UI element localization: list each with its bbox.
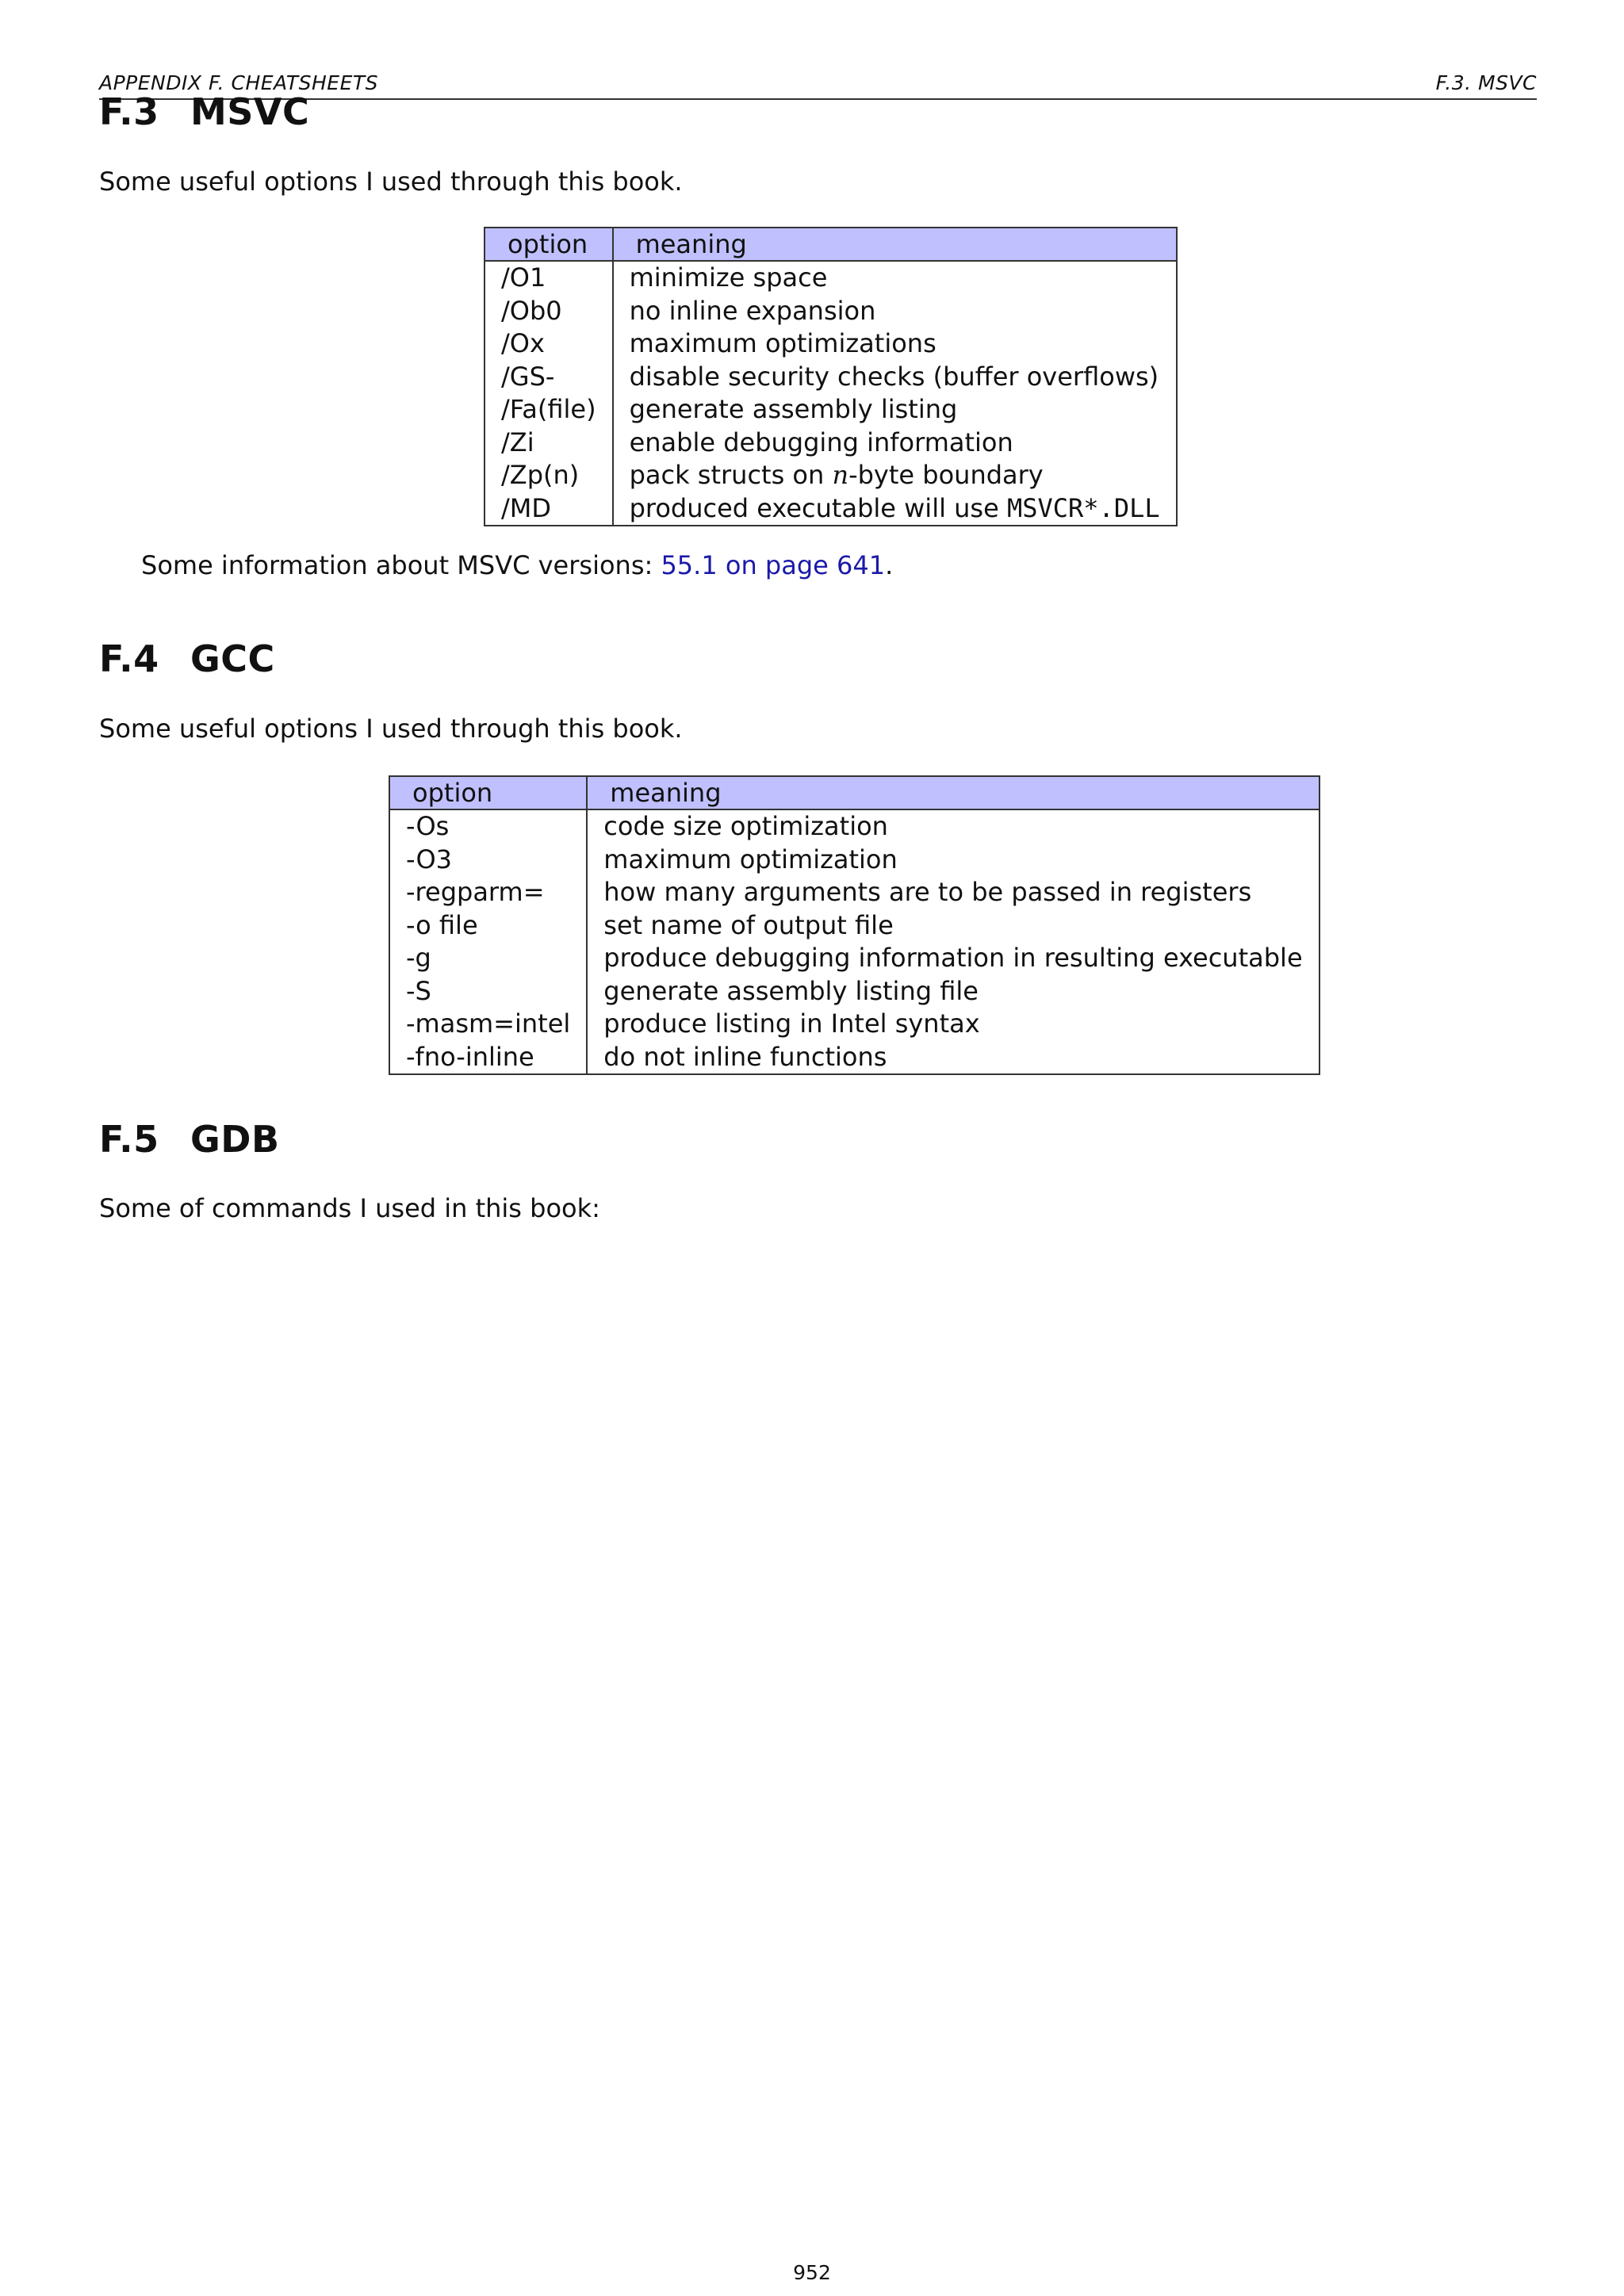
meaning-cell — [613, 459, 1177, 492]
meaning-cell: do not inline functions — [603, 1041, 887, 1072]
table-row — [389, 876, 1320, 909]
msvc-intro: Some useful options I used through this book. — [99, 166, 683, 197]
section-title: MSVC — [190, 90, 310, 133]
section-title: GDB — [190, 1118, 280, 1161]
gdb-intro: Some of commands I used in this book: — [99, 1193, 600, 1223]
meaning-cell: no inline expansion — [629, 295, 876, 326]
meaning-cell: set name of output file — [603, 909, 894, 940]
table-row — [389, 844, 1320, 877]
section-heading-gcc — [99, 637, 275, 680]
dll-name: MSVCR*.DLL — [1006, 492, 1160, 523]
column-header-option: option — [485, 228, 613, 261]
msvc-options-table — [484, 227, 1178, 526]
table-row — [485, 427, 1177, 460]
table-row — [485, 492, 1177, 526]
section-number: F.3 — [99, 90, 159, 133]
meaning-cell: generate assembly listing file — [603, 975, 979, 1006]
option-cell: -Os — [389, 809, 587, 844]
meaning-cell: produce listing in Intel syntax — [603, 1008, 980, 1039]
meaning-cell: code size optimization — [603, 811, 888, 841]
meaning-text: pack structs on — [629, 460, 833, 490]
section-title: GCC — [190, 637, 275, 680]
meaning-text: -byte boundary — [848, 460, 1044, 490]
option-cell: /GS- — [485, 361, 613, 394]
meaning-cell: how many arguments are to be passed in registers — [603, 877, 1252, 907]
gcc-intro: Some useful options I used through this book. — [99, 714, 683, 744]
table-row — [485, 393, 1177, 427]
meaning-cell — [613, 492, 1177, 526]
meaning-cell: generate assembly listing — [629, 394, 958, 424]
option-cell: -masm=intel — [389, 1008, 587, 1041]
meaning-cell: minimize space — [629, 262, 828, 293]
table-row — [485, 295, 1177, 328]
option-cell: -o file — [389, 909, 587, 943]
column-header-option: option — [389, 776, 587, 809]
section-number: F.5 — [99, 1118, 159, 1161]
section-number: F.4 — [99, 637, 159, 680]
option-cell: -regparm= — [389, 876, 587, 909]
meaning-text: produced executable will use — [629, 492, 1007, 523]
table-row — [485, 361, 1177, 394]
math-variable: n — [832, 460, 849, 490]
section-heading-msvc — [99, 90, 309, 133]
table-row — [389, 809, 1320, 844]
option-cell: /Fa(file) — [485, 393, 613, 427]
table-header-row — [389, 776, 1320, 809]
column-header-meaning: meaning — [587, 776, 1319, 809]
versions-link[interactable]: 55.1 on page 641 — [661, 550, 886, 580]
meaning-cell: maximum optimizations — [629, 328, 936, 358]
table-row — [485, 327, 1177, 361]
table-row — [485, 459, 1177, 492]
meaning-cell: produce debugging information in resulting executable — [603, 943, 1303, 973]
table-row — [389, 975, 1320, 1008]
gcc-options-table — [389, 775, 1320, 1075]
msvc-versions-note — [141, 550, 893, 580]
option-cell: /Ob0 — [485, 295, 613, 328]
option-cell: /Ox — [485, 327, 613, 361]
meaning-cell: maximum optimization — [603, 844, 898, 874]
table-row — [389, 1041, 1320, 1075]
meaning-cell: enable debugging information — [629, 427, 1013, 457]
meaning-cell: disable security checks (buffer overflows) — [629, 361, 1159, 392]
table-row — [389, 1008, 1320, 1041]
running-header — [99, 70, 1537, 100]
header-chapter: APPENDIX F. CHEATSHEETS — [99, 71, 379, 94]
option-cell: -S — [389, 975, 587, 1008]
option-cell: /MD — [485, 492, 613, 526]
option-cell: -fno-inline — [389, 1041, 587, 1075]
option-cell: -O3 — [389, 844, 587, 877]
table-row — [389, 942, 1320, 975]
versions-end: . — [885, 550, 894, 580]
option-cell: /Zi — [485, 427, 613, 460]
section-heading-gdb — [99, 1118, 280, 1161]
header-section: F.3. MSVC — [1435, 71, 1537, 94]
versions-text: Some information about MSVC versions: — [141, 550, 661, 580]
page-number: 952 — [793, 2261, 831, 2284]
table-row — [389, 909, 1320, 943]
option-cell: /Zp(n) — [485, 459, 613, 492]
option-cell: /O1 — [485, 261, 613, 295]
table-row — [485, 261, 1177, 295]
column-header-meaning: meaning — [613, 228, 1177, 261]
option-cell: -g — [389, 942, 587, 975]
table-header-row — [485, 228, 1177, 261]
